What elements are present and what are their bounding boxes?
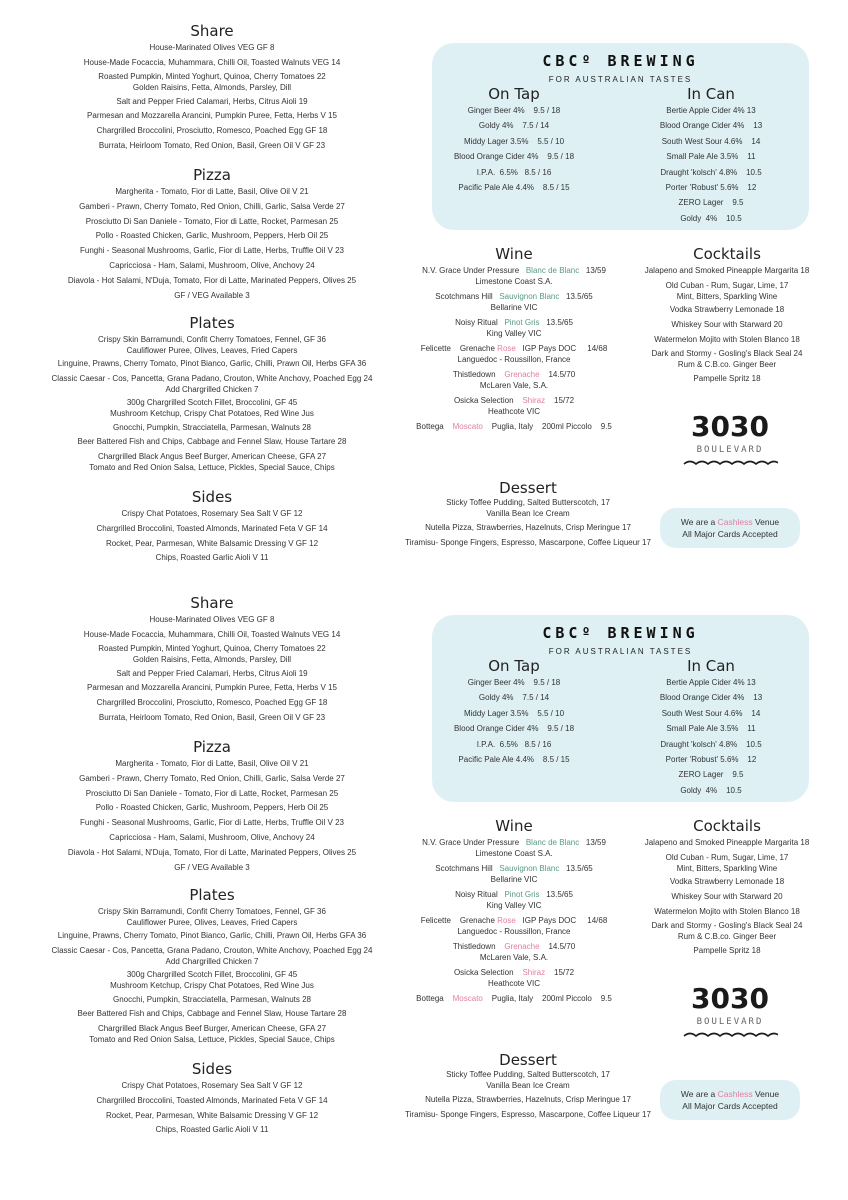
in-can-item: ZERO Lager 9.5 [678,770,744,780]
wine-item-main [314,967,714,978]
share-item [12,125,412,136]
plates-item-line: Crispy Skin Barramundi, Confit Cherry Tomatoes, Fennel, GF 36 [98,335,326,344]
brewery-name: CBCº BREWING [542,624,699,642]
wine-varietal: Grenache [504,370,540,379]
wine-varietal: Moscato [452,994,483,1003]
share-item-line: Roasted Pumpkin, Minted Yoghurt, Quinoa, Cherry Tomatoes 22 [98,72,326,82]
cocktails-item-line: Whiskey Sour with Starward 20 [671,320,783,329]
in-can-title: In Can [687,85,735,103]
wine-price: 13/59 [579,838,606,847]
pizza-item-line: Diavola - Hot Salami, N'Duja, Tomato, Fior di Latte, Marinated Peppers, Olives 25 [67,847,357,857]
plates-item-line: Tomato and Red Onion Salsa, Lettuce, Pickles, Special Sauce, Chips [89,463,335,472]
plates-title: Plates [189,886,235,904]
wine-item-main [314,993,714,1004]
wine-price: Puglia, Italy 200ml Piccolo 9.5 [482,994,612,1003]
share-item-line: House-Marinated Olives VEG GF 8 [149,615,275,624]
wine-item [314,317,714,339]
share-item [12,96,412,107]
wine-item [314,837,714,859]
wine-price: 14.5/70 [539,942,576,951]
sides-item-line: Chargrilled Broccolini, Toasted Almonds, Marinated Feta V GF 14 [96,1095,328,1105]
brewery-name: CBCº BREWING [542,52,699,70]
wine-producer: Felicette Grenache [420,916,498,925]
dessert-item-line: Vanilla Bean Ice Cream [486,509,570,518]
wine-item-main [314,941,714,952]
wine-item [314,993,714,1004]
wine-region: Languedoc - Roussillon, France [457,927,571,936]
share-item-line: House-Marinated Olives VEG GF 8 [149,43,275,52]
in-can-item: Blood Orange Cider 4% 13 [659,693,763,703]
wine-price: 13.5/65 [559,292,593,301]
sides-item-line: Chargrilled Broccolini, Toasted Almonds, Marinated Feta V GF 14 [96,523,328,533]
pizza-item [12,216,412,227]
plates-item-line: 300g Chargrilled Scotch Fillet, Broccolini, GF 45 [126,398,298,408]
plates-item [12,1023,412,1045]
on-tap-title: On Tap [488,85,540,103]
plates-item-line: Beer Battered Fish and Chips, Cabbage and Fennel Slaw, House Tartare 28 [77,437,347,447]
cocktails-item-line: Rum & C.B.co. Ginger Beer [677,932,777,942]
pizza-item-line: Prosciutto Di San Daniele - Tomato, Fior di Latte, Rocket, Parmesan 25 [85,788,339,798]
in-can-item: Bertie Apple Cider 4% 13 [666,106,756,115]
plates-title: Plates [189,314,235,332]
plates-item [12,451,412,473]
wine-varietal: Blanc de Blanc [525,838,580,847]
on-tap-item: I.P.A. 6.5% 8.5 / 16 [476,167,552,177]
wine-price: 15/72 [545,396,575,405]
wine-varietal: Blanc de Blanc [525,266,580,275]
plates-item-line: Gnocchi, Pumpkin, Stracciatella, Parmesan, Walnuts 28 [112,994,311,1004]
on-tap-item: I.P.A. 6.5% 8.5 / 16 [476,739,552,749]
cocktails-item-line: Jalapeno and Smoked Pineapple Margarita 18 [644,266,810,275]
share-item [12,42,412,53]
share-item-line: Burrata, Heirloom Tomato, Red Onion, Basil, Green Oil V GF 23 [98,140,326,150]
on-tap-item: Middy Lager 3.5% 5.5 / 10 [463,708,565,718]
in-can-item: Small Pale Ale 3.5% 11 [666,152,756,162]
share-title: Share [190,22,234,40]
wine-producer: Noisy Ritual [455,890,505,899]
cocktails-item-line: Pampelle Spritz 18 [693,945,761,955]
pizza-item-line: Capricciosa - Ham, Salami, Mushroom, Olive, Anchovy 24 [109,833,315,842]
share-item [12,57,412,68]
cocktails-item-line: Old Cuban - Rum, Sugar, Lime, 17 [665,852,789,862]
dessert-item-line: Tiramisu- Sponge Fingers, Espresso, Mascarpone, Coffee Liqueur 17 [405,1109,651,1119]
plates-item-line: Gnocchi, Pumpkin, Stracciatella, Parmesan, Walnuts 28 [112,422,311,432]
pizza-item [12,758,412,769]
cocktails-item-line: Watermelon Mojito with Stolen Blanco 18 [654,906,800,916]
pizza-item-line: Funghi - Seasonal Mushrooms, Garlic, Fior di Latte, Herbs, Truffle Oil V 23 [80,246,344,256]
on-tap-item: Goldy 4% 7.5 / 14 [478,693,550,703]
share-item [12,71,412,93]
cashless-line [660,516,800,528]
share-item [12,682,412,693]
dessert-item-line: Tiramisu- Sponge Fingers, Espresso, Mascarpone, Coffee Liqueur 17 [405,537,651,547]
in-can-item: Porter 'Robust' 5.6% 12 [665,183,757,192]
cashless-highlight: Cashless [717,1089,753,1099]
wine-item-main [314,369,714,380]
pizza-item-line: Capricciosa - Ham, Salami, Mushroom, Olive, Anchovy 24 [109,261,315,270]
cocktails-title: Cocktails [693,817,761,835]
wine-item [314,421,714,432]
pizza-item [12,201,412,212]
cashless-pre: We are a [680,517,718,527]
on-tap-item: Pacific Pale Ale 4.4% 8.5 / 15 [458,755,570,764]
wine-varietal: Sauvignon Blanc [499,292,560,301]
pizza-item-line: GF / VEG Available 3 [174,862,250,872]
wine-region: Bellarine VIC [490,303,538,312]
cocktails-item-line: Jalapeno and Smoked Pineapple Margarita 18 [644,838,810,847]
wine-region: Heathcote VIC [487,979,541,988]
wine-price: Puglia, Italy 200ml Piccolo 9.5 [482,422,612,431]
plates-item-line: Linguine, Prawns, Cherry Tomato, Pinot Bianco, Garlic, Chilli, Prawn Oil, Herbs GFA 36 [57,931,367,940]
on-tap-item: Ginger Beer 4% 9.5 / 18 [467,106,561,115]
wine-item [314,915,714,937]
pizza-item [12,802,412,813]
wine-region: Languedoc - Roussillon, France [457,355,571,364]
wine-item-main [314,863,714,874]
wine-price: 13/59 [579,266,606,275]
sides-item-line: Rocket, Pear, Parmesan, White Balsamic Dressing V GF 12 [105,538,319,548]
cards-accepted: All Major Cards Accepted [682,1101,778,1111]
in-can-item: South West Sour 4.6% 14 [661,136,761,146]
cocktails-item-line: Pampelle Spritz 18 [693,373,761,383]
wine-producer: Felicette Grenache [420,344,498,353]
cocktails-item-line: Rum & C.B.co. Ginger Beer [677,360,777,370]
plates-item-line: Add Chargrilled Chicken 7 [165,384,259,394]
pizza-item [12,245,412,256]
boulevard-logo [678,412,782,473]
wine-producer: Osicka Selection [453,396,523,405]
wine-price: IGP Pays DOC 14/68 [515,916,608,925]
dessert-item-line: Sticky Toffee Pudding, Salted Butterscotch, 17 [446,498,610,507]
wine-producer: Scotchmans Hill [435,292,500,301]
in-can-item: Small Pale Ale 3.5% 11 [666,724,756,734]
dessert-title: Dessert [499,479,557,497]
wine-region: Heathcote VIC [487,407,541,416]
brewery-tagline: FOR AUSTRALIAN TASTES [548,647,693,656]
pizza-title: Pizza [193,166,231,184]
wine-item [314,265,714,287]
wine-item [314,863,714,885]
cashless-line [660,1088,800,1100]
in-can-item: Draught 'kolsch' 4.8% 10.5 [660,739,762,749]
wine-price: 14.5/70 [539,370,576,379]
share-item [12,712,412,723]
wine-item [314,395,714,417]
dessert-item-line: Nutella Pizza, Strawberries, Hazelnuts, Crisp Meringue 17 [425,522,631,532]
plates-item-line: Tomato and Red Onion Salsa, Lettuce, Pickles, Special Sauce, Chips [89,1035,335,1044]
cashless-badge [660,508,800,548]
on-tap-item: Goldy 4% 7.5 / 14 [478,121,550,131]
wine-item-main [314,265,714,276]
cocktails-item-line: Whiskey Sour with Starward 20 [671,892,783,901]
cashless-pre: We are a [680,1089,718,1099]
pizza-title: Pizza [193,738,231,756]
wine-region: McLaren Vale, S.A. [479,381,549,390]
share-title: Share [190,594,234,612]
logo-number: 3030 [691,982,769,1015]
sides-item [12,552,412,563]
plates-item-line: Classic Caesar - Cos, Pancetta, Grana Padano, Crouton, White Anchovy, Poached Egg 24 [51,945,373,955]
pizza-item-line: Prosciutto Di San Daniele - Tomato, Fior di Latte, Rocket, Parmesan 25 [85,216,339,226]
on-tap-title: On Tap [488,657,540,675]
wine-varietal: Moscato [452,422,483,431]
cocktails-item-line: Dark and Stormy - Gosling's Black Seal 24 [651,349,803,359]
share-item-line: Chargrilled Broccolini, Prosciutto, Romesco, Poached Egg GF 18 [96,126,328,135]
share-item-line: Golden Raisins, Fetta, Almonds, Parsley, Dill [132,655,292,665]
plates-item-line: Crispy Skin Barramundi, Confit Cherry Tomatoes, Fennel, GF 36 [98,907,326,916]
share-item-line: House-Made Focaccia, Muhammara, Chilli Oil, Toasted Walnuts VEG 14 [83,57,341,67]
on-tap-item: Blood Orange Cider 4% 9.5 / 18 [453,152,575,162]
plates-item-line: Chargrilled Black Angus Beef Burger, American Cheese, GFA 27 [97,1024,327,1033]
pizza-item [12,773,412,784]
cocktails-item-line: Dark and Stormy - Gosling's Black Seal 24 [651,921,803,931]
share-item [12,643,412,665]
wine-varietal: Shiraz [522,968,546,977]
cards-accepted: All Major Cards Accepted [682,529,778,539]
dessert-item-line: Vanilla Bean Ice Cream [486,1081,570,1090]
wine-varietal: Rose [497,916,516,925]
pizza-item [12,788,412,799]
share-item [12,629,412,640]
pizza-item-line: Funghi - Seasonal Mushrooms, Garlic, Fior di Latte, Herbs, Truffle Oil V 23 [80,818,344,828]
cocktails-item-line: Old Cuban - Rum, Sugar, Lime, 17 [665,280,789,290]
wine-region: Bellarine VIC [490,875,538,884]
cocktails-item-line: Watermelon Mojito with Stolen Blanco 18 [654,334,800,344]
wine-varietal: Rose [497,344,516,353]
share-item-line: Salt and Pepper Fried Calamari, Herbs, Citrus Aioli 19 [116,668,308,678]
sides-item [12,1124,412,1135]
in-can-item: Draught 'kolsch' 4.8% 10.5 [660,167,762,177]
pizza-item-line: Margherita - Tomato, Fior di Latte, Basil, Olive Oil V 21 [115,759,309,768]
share-item [12,614,412,625]
sides-item-line: Chips, Roasted Garlic Aioli V 11 [155,553,269,563]
wine-region: McLaren Vale, S.A. [479,953,549,962]
wine-title: Wine [495,245,533,263]
wine-producer: Scotchmans Hill [435,864,500,873]
in-can-item: Porter 'Robust' 5.6% 12 [665,755,757,764]
brewery-tagline: FOR AUSTRALIAN TASTES [548,75,693,84]
wine-item [314,369,714,391]
wine-item-main [314,889,714,900]
cashless-post: Venue [752,517,780,527]
wine-region: King Valley VIC [486,901,542,910]
in-can-item: Goldy 4% 10.5 [680,785,742,795]
pizza-item-line: Gamberi - Prawn, Cherry Tomato, Red Onion, Chilli, Garlic, Salsa Verde 27 [79,773,345,783]
wine-item [314,967,714,989]
wine-item [314,291,714,313]
in-can-item: Blood Orange Cider 4% 13 [659,121,763,131]
share-item [12,110,412,121]
cocktails-item-line: Mint, Bitters, Sparkling Wine [676,863,778,873]
share-item-line: Golden Raisins, Fetta, Almonds, Parsley, Dill [132,83,292,93]
wine-price: 15/72 [545,968,575,977]
logo-wave-icon [682,460,778,468]
in-can-item: ZERO Lager 9.5 [678,198,744,208]
pizza-item-line: GF / VEG Available 3 [174,290,250,300]
pizza-item [12,230,412,241]
wine-item [314,941,714,963]
menu-copy-1 [0,0,848,572]
share-item [12,668,412,679]
logo-word: BOULEVARD [696,445,764,455]
wine-producer: Bottega [416,994,453,1003]
cashless-badge [660,1080,800,1120]
share-item-line: Parmesan and Mozzarella Arancini, Pumpkin Puree, Fetta, Herbs V 15 [87,683,337,693]
pizza-item-line: Margherita - Tomato, Fior di Latte, Basil, Olive Oil V 21 [115,187,309,196]
pizza-item-line: Gamberi - Prawn, Cherry Tomato, Red Onion, Chilli, Garlic, Salsa Verde 27 [79,201,345,211]
pizza-item-line: Pollo - Roasted Chicken, Garlic, Mushroom, Peppers, Herb Oil 25 [95,803,329,813]
cashless-post: Venue [752,1089,780,1099]
share-item-line: Salt and Pepper Fried Calamari, Herbs, Citrus Aioli 19 [116,96,308,106]
wine-varietal: Pinot Gris [504,890,540,899]
wine-region: Limestone Coast S.A. [475,849,553,858]
plates-item-line: Mushroom Ketchup, Crispy Chat Potatoes, Red Wine Jus [110,409,314,419]
dessert-item-line: Nutella Pizza, Strawberries, Hazelnuts, Crisp Meringue 17 [425,1094,631,1104]
wine-item-main [314,915,714,926]
in-can-title: In Can [687,657,735,675]
dessert-title: Dessert [499,1051,557,1069]
share-item-line: Burrata, Heirloom Tomato, Red Onion, Basil, Green Oil V GF 23 [98,712,326,722]
wine-item-main [314,317,714,328]
share-item-line: House-Made Focaccia, Muhammara, Chilli Oil, Toasted Walnuts VEG 14 [83,629,341,639]
logo-wave-icon [682,1032,778,1040]
cashless-highlight: Cashless [717,517,753,527]
cocktails-title: Cocktails [693,245,761,263]
wine-varietal: Grenache [504,942,540,951]
sides-title: Sides [191,1060,233,1078]
wine-item-main [314,837,714,848]
share-item [12,140,412,151]
wine-price: 13.5/65 [539,318,573,327]
share-item [12,697,412,708]
pizza-item [12,186,412,197]
plates-item-line: Classic Caesar - Cos, Pancetta, Grana Padano, Crouton, White Anchovy, Poached Egg 24 [51,373,373,383]
on-tap-item: Blood Orange Cider 4% 9.5 / 18 [453,724,575,734]
on-tap-item: Ginger Beer 4% 9.5 / 18 [467,678,561,687]
pizza-item [12,817,412,828]
wine-item-main [314,421,714,432]
wine-price: IGP Pays DOC 14/68 [515,344,608,353]
wine-producer: Noisy Ritual [455,318,505,327]
plates-item-line: Cauliflower Puree, Olives, Leaves, Fried Capers [126,346,298,355]
wine-item [314,889,714,911]
boulevard-logo [678,984,782,1045]
menu-copy-2 [0,572,848,1144]
plates-item-line: Mushroom Ketchup, Crispy Chat Potatoes, Red Wine Jus [110,981,314,991]
cocktails-item-line: Mint, Bitters, Sparkling Wine [676,291,778,301]
plates-item-line: Chargrilled Black Angus Beef Burger, American Cheese, GFA 27 [97,452,327,461]
share-item-line: Parmesan and Mozzarella Arancini, Pumpkin Puree, Fetta, Herbs V 15 [87,111,337,121]
wine-producer: N.V. Grace Under Pressure [422,838,526,847]
plates-item-line: 300g Chargrilled Scotch Fillet, Broccolini, GF 45 [126,970,298,980]
wine-producer: Osicka Selection [453,968,523,977]
plates-item-line: Beer Battered Fish and Chips, Cabbage and Fennel Slaw, House Tartare 28 [77,1009,347,1019]
sides-item-line: Rocket, Pear, Parmesan, White Balsamic Dressing V GF 12 [105,1110,319,1120]
pizza-item-line: Diavola - Hot Salami, N'Duja, Tomato, Fior di Latte, Marinated Peppers, Olives 25 [67,275,357,285]
sides-item-line: Crispy Chat Potatoes, Rosemary Sea Salt V GF 12 [121,1081,303,1090]
share-item-line: Roasted Pumpkin, Minted Yoghurt, Quinoa, Cherry Tomatoes 22 [98,644,326,654]
wine-price: 13.5/65 [559,864,593,873]
wine-item-main [314,343,714,354]
wine-title: Wine [495,817,533,835]
wine-price: 13.5/65 [539,890,573,899]
dessert-item-line: Sticky Toffee Pudding, Salted Butterscotch, 17 [446,1070,610,1079]
plates-item-line: Add Chargrilled Chicken 7 [165,956,259,966]
wine-item-main [314,395,714,406]
sides-title: Sides [191,488,233,506]
wine-varietal: Sauvignon Blanc [499,864,560,873]
on-tap-item: Pacific Pale Ale 4.4% 8.5 / 15 [458,183,570,192]
in-can-item: Bertie Apple Cider 4% 13 [666,678,756,687]
plates-item-line: Linguine, Prawns, Cherry Tomato, Pinot Bianco, Garlic, Chilli, Prawn Oil, Herbs GFA 36 [57,359,367,368]
logo-word: BOULEVARD [696,1017,764,1027]
wine-producer: N.V. Grace Under Pressure [422,266,526,275]
plates-item-line: Cauliflower Puree, Olives, Leaves, Fried Capers [126,918,298,927]
logo-number: 3030 [691,410,769,443]
on-tap-item: Middy Lager 3.5% 5.5 / 10 [463,136,565,146]
wine-varietal: Pinot Gris [504,318,540,327]
cocktails-item-line: Vodka Strawberry Lemonade 18 [669,877,785,887]
plates-item [12,1008,412,1019]
wine-item [314,343,714,365]
cocktails-item-line: Vodka Strawberry Lemonade 18 [669,305,785,315]
plates-item [12,436,412,447]
pizza-item-line: Pollo - Roasted Chicken, Garlic, Mushroom, Peppers, Herb Oil 25 [95,231,329,241]
sides-item-line: Chips, Roasted Garlic Aioli V 11 [155,1125,269,1135]
in-can-item: Goldy 4% 10.5 [680,213,742,223]
sides-item-line: Crispy Chat Potatoes, Rosemary Sea Salt V GF 12 [121,509,303,518]
wine-varietal: Shiraz [522,396,546,405]
wine-region: King Valley VIC [486,329,542,338]
share-item-line: Chargrilled Broccolini, Prosciutto, Romesco, Poached Egg GF 18 [96,698,328,707]
wine-producer: Thistledown [452,942,505,951]
in-can-item: South West Sour 4.6% 14 [661,708,761,718]
wine-producer: Bottega [416,422,453,431]
wine-item-main [314,291,714,302]
wine-producer: Thistledown [452,370,505,379]
wine-region: Limestone Coast S.A. [475,277,553,286]
